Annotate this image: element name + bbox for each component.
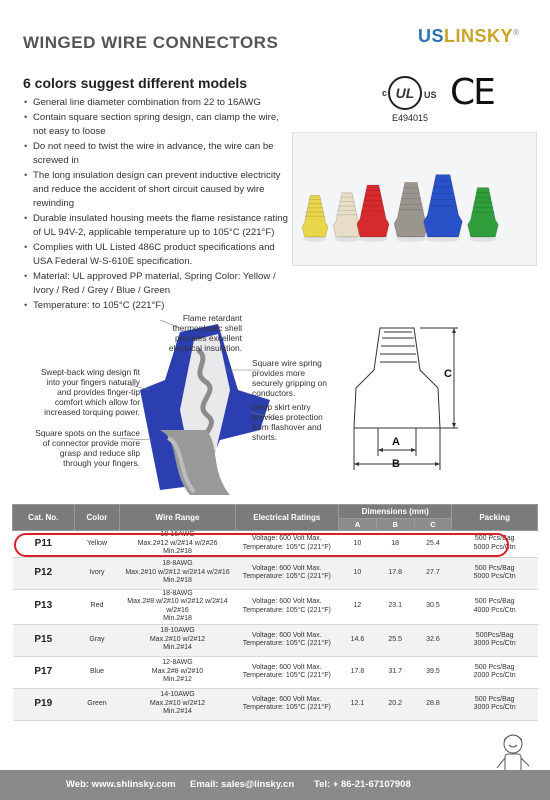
dim-a-cell: 14.6 xyxy=(339,624,377,656)
wire-range-cell: 14-10AWG Max.2#10 w/2#12 Min.2#14 xyxy=(120,688,235,720)
registered-mark: ® xyxy=(513,28,520,37)
footer-email-link[interactable]: Email: sales@linsky.cn xyxy=(190,779,295,790)
dimension-b-label: B xyxy=(392,458,400,470)
rating-cell: Voltage: 600 Volt Max. Temperature: 105°C (221°F) xyxy=(235,656,338,688)
table-row[interactable] xyxy=(13,688,538,720)
color-cell: Blue xyxy=(74,656,120,688)
ce-mark-icon: CE xyxy=(450,72,494,113)
brand-logo[interactable] xyxy=(418,26,519,47)
feature-item: • Temperature: to 105°C (221°F) xyxy=(24,299,289,313)
connector-cap xyxy=(333,193,360,242)
col-electrical-ratings: Electrical Ratings xyxy=(235,505,338,531)
callout-swept-back-wing: Swept-back wing design fit into your fingers naturally and provides finger-tip comfort which allow for increased torquing power. xyxy=(40,367,140,417)
table-row[interactable] xyxy=(13,557,538,589)
wire-range-cell: 18-16AWG Max.2#12 w/2#14 w/2#26 Min.2#18 xyxy=(120,531,235,558)
table-row[interactable] xyxy=(13,589,538,624)
dim-c-cell: 28.8 xyxy=(414,688,452,720)
connector-caps-illustration xyxy=(293,133,538,267)
table-row[interactable] xyxy=(13,624,538,656)
logo-linsky-text: LINSKY xyxy=(444,26,514,46)
feature-item: • Material: UL approved PP material, Spring Color: Yellow / Ivory / Red / Grey / Blue / Green xyxy=(24,270,289,298)
col-wire-range: Wire Range xyxy=(120,505,235,531)
table-row[interactable] xyxy=(13,656,538,688)
col-dim-c: C xyxy=(414,519,452,531)
callout-flame-retardant: Flame retardant thermoplastic shell provides excellent electrical insulation. xyxy=(168,313,242,353)
color-cell: Gray xyxy=(74,624,120,656)
dim-b-cell: 25.5 xyxy=(376,624,414,656)
connector-cap xyxy=(468,188,499,242)
col-cat-no: Cat. No. xyxy=(13,505,75,531)
color-cell: Yellow xyxy=(74,531,120,558)
color-cell: Ivory xyxy=(74,557,120,589)
dim-c-cell: 27.7 xyxy=(414,557,452,589)
dim-b-cell: 23.1 xyxy=(376,589,414,624)
dim-c-cell: 32.6 xyxy=(414,624,452,656)
wire-range-cell: 18-8AWG Max.2#8 w/2#10 w/2#12 w/2#14 w/2#16 Min.2#18 xyxy=(120,589,235,624)
packing-cell: 500 Pcs/Bag 2000 Pcs/Ctn xyxy=(452,656,538,688)
dim-b-cell: 18 xyxy=(376,531,414,558)
packing-cell: 500 Pcs/Bag 5000 Pcs/Ctn xyxy=(452,557,538,589)
certification-marks xyxy=(382,72,498,126)
color-cell: Green xyxy=(74,688,120,720)
col-color: Color xyxy=(74,505,120,531)
rating-cell: Voltage: 600 Volt Max. Temperature: 105°C (221°F) xyxy=(235,589,338,624)
dimension-a-label: A xyxy=(392,436,400,448)
rating-cell: Voltage: 600 Volt Max. Temperature: 105°C (221°F) xyxy=(235,688,338,720)
ul-file-number: E494015 xyxy=(392,113,429,123)
dim-b-cell: 17.8 xyxy=(376,557,414,589)
dimension-c-label: C xyxy=(444,368,452,380)
dim-a-cell: 10 xyxy=(339,531,377,558)
rating-cell: Voltage: 600 Volt Max. Temperature: 105°C (221°F) xyxy=(235,531,338,558)
cat-no-cell: P13 xyxy=(13,589,75,624)
dimension-drawing xyxy=(340,318,480,478)
product-photo xyxy=(292,132,537,266)
packing-cell: 500 Pcs/Bag 4000 Pcs/Ctn xyxy=(452,589,538,624)
footer-bar xyxy=(0,770,550,800)
ul-listed-icon: UL xyxy=(388,76,422,110)
footer-phone[interactable]: Tel: + 86-21-67107908 xyxy=(314,779,411,790)
feature-item: • The long insulation design can prevent inductive electricity and reduce the accident of short circuit caused by wire rewinding xyxy=(24,169,289,211)
page-title: WINGED WIRE CONNECTORS xyxy=(23,33,279,52)
dim-a-cell: 17.8 xyxy=(339,656,377,688)
footer-website-link[interactable]: Web: www.shlinsky.com xyxy=(66,779,176,790)
col-dim-a: A xyxy=(339,519,377,531)
connector-cap xyxy=(357,185,389,242)
section-subtitle: 6 colors suggest different models xyxy=(23,75,248,91)
feature-item: • Complies with UL Listed 486C product specifications and USA Federal W-S-610E specification. xyxy=(24,241,289,269)
col-packing: Packing xyxy=(452,505,538,531)
connector-cap xyxy=(394,182,428,242)
cat-no-cell: P11 xyxy=(13,531,75,558)
feature-item: • Contain square section spring design, can clamp the wire, not easy to loose xyxy=(24,111,289,139)
callout-deep-skirt: Deep skirt entry provides protection from flashover and shorts. xyxy=(252,402,323,442)
feature-list xyxy=(24,96,289,314)
cat-no-cell: P17 xyxy=(13,656,75,688)
feature-item: • Do not need to twist the wire in advance, the wire can be screwed in xyxy=(24,140,289,168)
callout-square-wire-spring: Square wire spring provides more securely gripping on conductors. xyxy=(252,358,327,398)
packing-cell: 500 Pcs/Bag 3000 Pcs/Ctn xyxy=(452,688,538,720)
rating-cell: Voltage: 600 Volt Max. Temperature: 105°C (221°F) xyxy=(235,624,338,656)
dim-b-cell: 20.2 xyxy=(376,688,414,720)
wire-range-cell: 18-8AWG Max.2#10 w/2#12 w/2#14 w/2#16 Min.2#18 xyxy=(120,557,235,589)
connector-cap xyxy=(424,175,463,242)
col-dimensions: Dimensions (mm) xyxy=(339,505,452,519)
logo-us-text: US xyxy=(418,26,445,46)
dim-b-cell: 31.7 xyxy=(376,656,414,688)
dim-a-cell: 10 xyxy=(339,557,377,589)
dim-a-cell: 12.1 xyxy=(339,688,377,720)
callout-square-spots: Square spots on the surface of connector provide more grasp and reduce slip through your fingers. xyxy=(35,428,140,468)
cat-no-cell: P15 xyxy=(13,624,75,656)
dim-a-cell: 12 xyxy=(339,589,377,624)
dim-c-cell: 30.5 xyxy=(414,589,452,624)
dim-c-cell: 39.5 xyxy=(414,656,452,688)
cat-no-cell: P12 xyxy=(13,557,75,589)
ul-us-mark: US xyxy=(424,90,437,100)
col-dim-b: B xyxy=(376,519,414,531)
ul-c-mark: c xyxy=(382,88,388,98)
rating-cell: Voltage: 600 Volt Max. Temperature: 105°C (221°F) xyxy=(235,557,338,589)
feature-item: • General line diameter combination from 22 to 16AWG xyxy=(24,96,289,110)
packing-cell: 500Pcs/Bag 3000 Pcs/Ctn xyxy=(452,624,538,656)
connector-cap xyxy=(302,195,328,242)
cat-no-cell: P19 xyxy=(13,688,75,720)
packing-cell: 500 Pcs/Bag 5000 Pcs/Ctn xyxy=(452,531,538,558)
dim-c-cell: 25.4 xyxy=(414,531,452,558)
feature-item: • Durable insulated housing meets the flame resistance rating of UL 94V-2, applicable temperature up to 105°C (221°F) xyxy=(24,212,289,240)
wire-range-cell: 18-10AWG Max.2#10 w/2#12 Min.2#14 xyxy=(120,624,235,656)
color-cell: Red xyxy=(74,589,120,624)
header xyxy=(0,0,550,60)
highlighted-row-outline xyxy=(14,533,509,557)
wire-range-cell: 12-8AWG Max.2#8 w/2#10 Min.2#12 xyxy=(120,656,235,688)
